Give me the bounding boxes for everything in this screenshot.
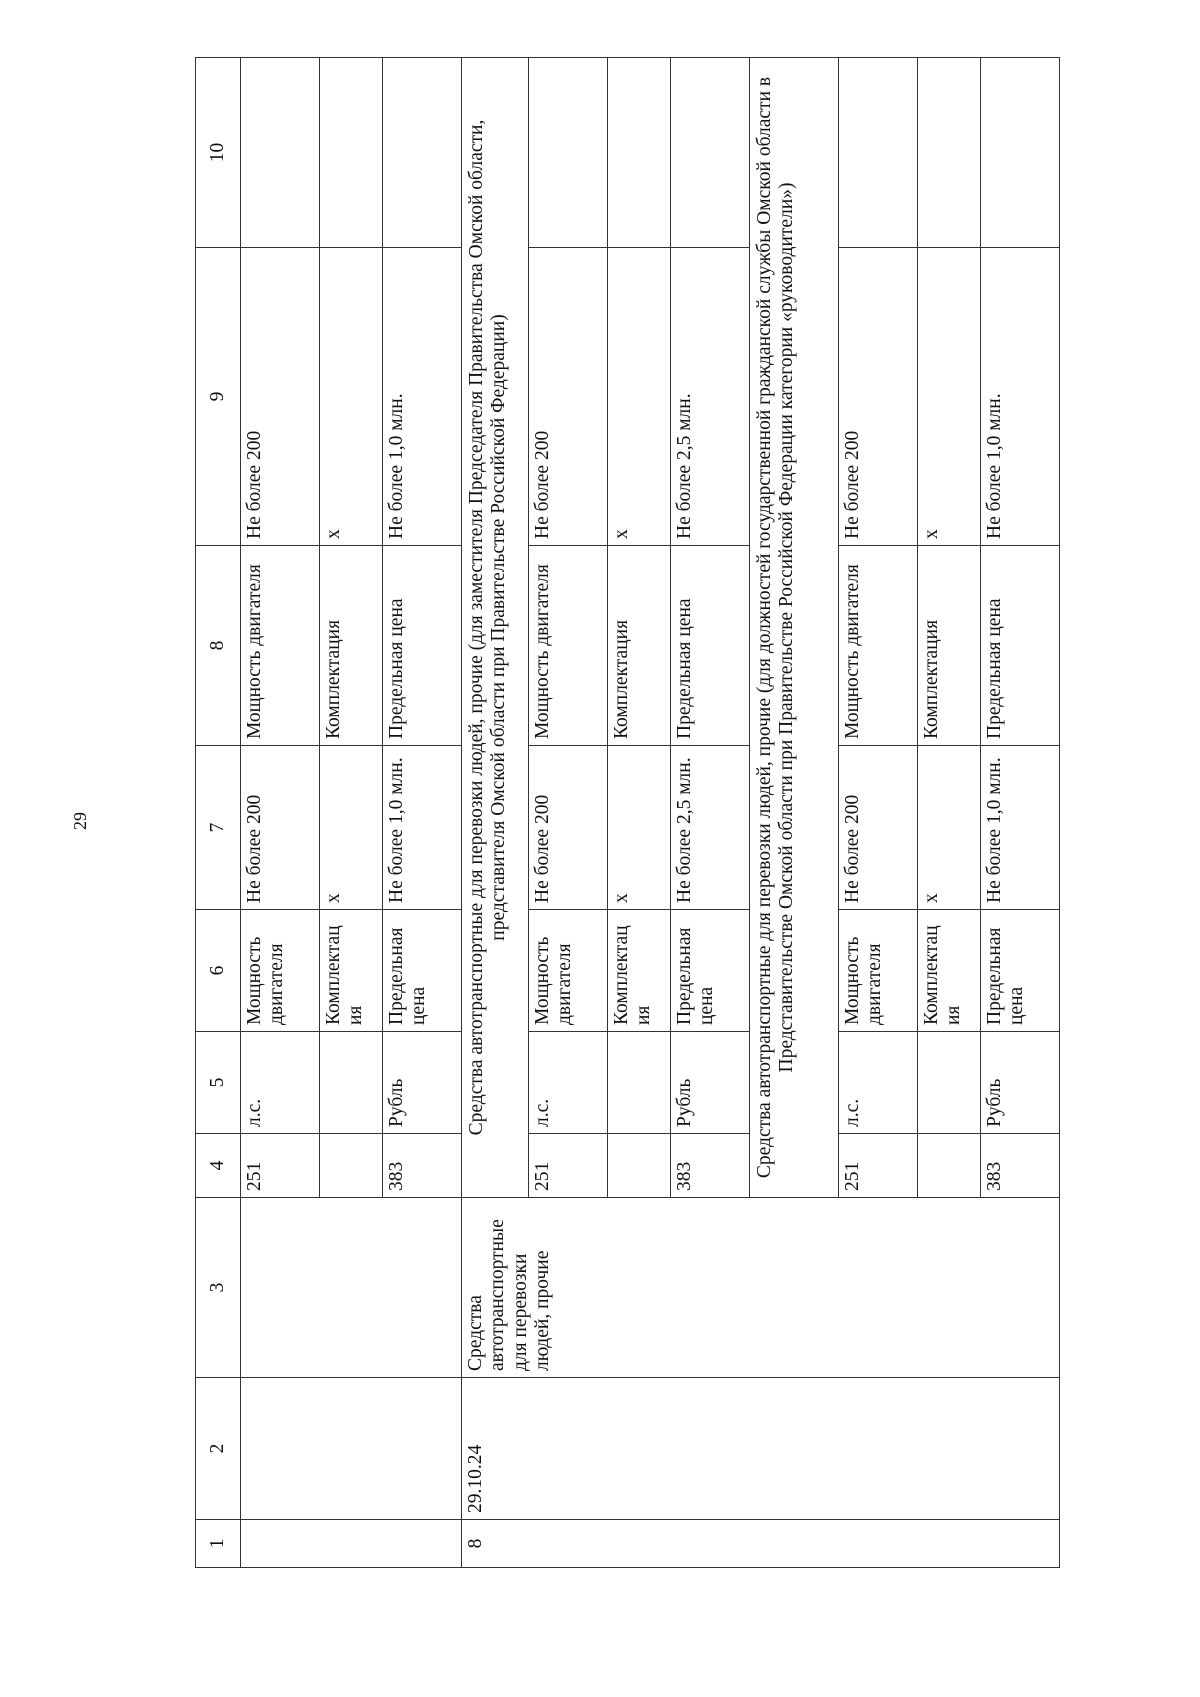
- cell-characteristic: Предельная цена: [981, 910, 1060, 1032]
- cell-characteristic: Комплектация: [608, 546, 671, 746]
- cell-unit: [918, 1032, 981, 1134]
- header-cell: 8: [196, 546, 241, 746]
- cell-value: Не более 1,0 млн.: [981, 248, 1060, 546]
- cell-note: [241, 58, 320, 248]
- cell-num: 8: [462, 1520, 1060, 1568]
- cell-value: Не более 1,0 млн.: [383, 248, 462, 546]
- cell-note: [918, 58, 981, 248]
- header-cell: 9: [196, 248, 241, 546]
- cell-characteristic: Предельная цена: [383, 546, 462, 746]
- cell-okei-code: [918, 1134, 981, 1198]
- cell-unit: л.с.: [839, 1032, 918, 1134]
- cell-value: Не более 2,5 млн.: [671, 248, 750, 546]
- cell-value: x: [918, 248, 981, 546]
- requirements-table: [195, 57, 1060, 1568]
- cell-value: x: [608, 746, 671, 910]
- cell-characteristic: Предельная цена: [383, 910, 462, 1032]
- section-heading: Средства автотранспортные для перевозки людей, прочие (для заместителя Председателя Правительства Омской области, представителя Омской области при Правительстве Российской Федерации): [462, 58, 529, 1198]
- header-row: [196, 58, 241, 1568]
- cell-characteristic: Комплектация: [320, 546, 383, 746]
- cell-unit: Рубль: [671, 1032, 750, 1134]
- cell-characteristic: Комплектация: [918, 910, 981, 1032]
- cell-num: [241, 1520, 462, 1568]
- cell-okei-code: 383: [671, 1134, 750, 1198]
- cell-unit: Рубль: [981, 1032, 1060, 1134]
- cell-unit: Рубль: [383, 1032, 462, 1134]
- cell-value: Не более 200: [839, 248, 918, 546]
- cell-note: [608, 58, 671, 248]
- section-heading: Средства автотранспортные для перевозки людей, прочие (для должностей государственной гражданской службы Омской области в Представительстве Омской области при Правительстве Российской Федерации категории «руководители»): [750, 58, 839, 1198]
- cell-characteristic: Мощность двигателя: [241, 546, 320, 746]
- cell-characteristic: Мощность двигателя: [839, 910, 918, 1032]
- header-cell: 5: [196, 1032, 241, 1134]
- cell-unit: л.с.: [241, 1032, 320, 1134]
- cell-okei-code: 251: [839, 1134, 918, 1198]
- cell-note: [981, 58, 1060, 248]
- cell-unit: [608, 1032, 671, 1134]
- header-cell: 2: [196, 1378, 241, 1520]
- header-cell: 1: [196, 1520, 241, 1568]
- cell-characteristic: Мощность двигателя: [529, 546, 608, 746]
- cell-characteristic: Предельная цена: [671, 910, 750, 1032]
- cell-characteristic: Комплектация: [320, 910, 383, 1032]
- cell-unit: [320, 1032, 383, 1134]
- cell-okei-code: 383: [383, 1134, 462, 1198]
- cell-note: [839, 58, 918, 248]
- cell-value: x: [320, 248, 383, 546]
- cell-value: Не более 1,0 млн.: [981, 746, 1060, 910]
- cell-characteristic: Предельная цена: [981, 546, 1060, 746]
- cell-characteristic: Мощность двигателя: [839, 546, 918, 746]
- cell-characteristic: Комплектация: [608, 910, 671, 1032]
- header-cell: 4: [196, 1134, 241, 1198]
- cell-note: [320, 58, 383, 248]
- cell-unit: л.с.: [529, 1032, 608, 1134]
- cell-okei-code: 251: [529, 1134, 608, 1198]
- cell-value: x: [918, 746, 981, 910]
- header-cell: 6: [196, 910, 241, 1032]
- page-number: 29: [70, 812, 90, 830]
- table-row: [462, 58, 529, 1568]
- cell-value: Не более 200: [241, 248, 320, 546]
- cell-note: [383, 58, 462, 248]
- header-cell: 3: [196, 1198, 241, 1378]
- cell-characteristic: Мощность двигателя: [529, 910, 608, 1032]
- cell-value: Не более 200: [529, 248, 608, 546]
- cell-value: Не более 200: [241, 746, 320, 910]
- cell-okei-code: [320, 1134, 383, 1198]
- cell-okei-code: [608, 1134, 671, 1198]
- cell-name: [241, 1198, 462, 1378]
- cell-characteristic: Предельная цена: [671, 546, 750, 746]
- cell-value: Не более 200: [529, 746, 608, 910]
- cell-okei-code: 251: [241, 1134, 320, 1198]
- cell-value: Не более 1,0 млн.: [383, 746, 462, 910]
- cell-characteristic: Комплектация: [918, 546, 981, 746]
- rotated-table-sheet: [195, 58, 1040, 1568]
- cell-note: [529, 58, 608, 248]
- cell-value: x: [320, 746, 383, 910]
- cell-value: Не более 2,5 млн.: [671, 746, 750, 910]
- cell-okei-code: 383: [981, 1134, 1060, 1198]
- cell-value: Не более 200: [839, 746, 918, 910]
- cell-name: Средства автотранспортные для перевозки людей, прочие: [462, 1198, 1060, 1378]
- cell-characteristic: Мощность двигателя: [241, 910, 320, 1032]
- cell-value: x: [608, 248, 671, 546]
- header-cell: 10: [196, 58, 241, 248]
- table-row: [241, 58, 320, 1568]
- cell-note: [671, 58, 750, 248]
- cell-code: 29.10.24: [462, 1378, 1060, 1520]
- header-cell: 7: [196, 746, 241, 910]
- cell-code: [241, 1378, 462, 1520]
